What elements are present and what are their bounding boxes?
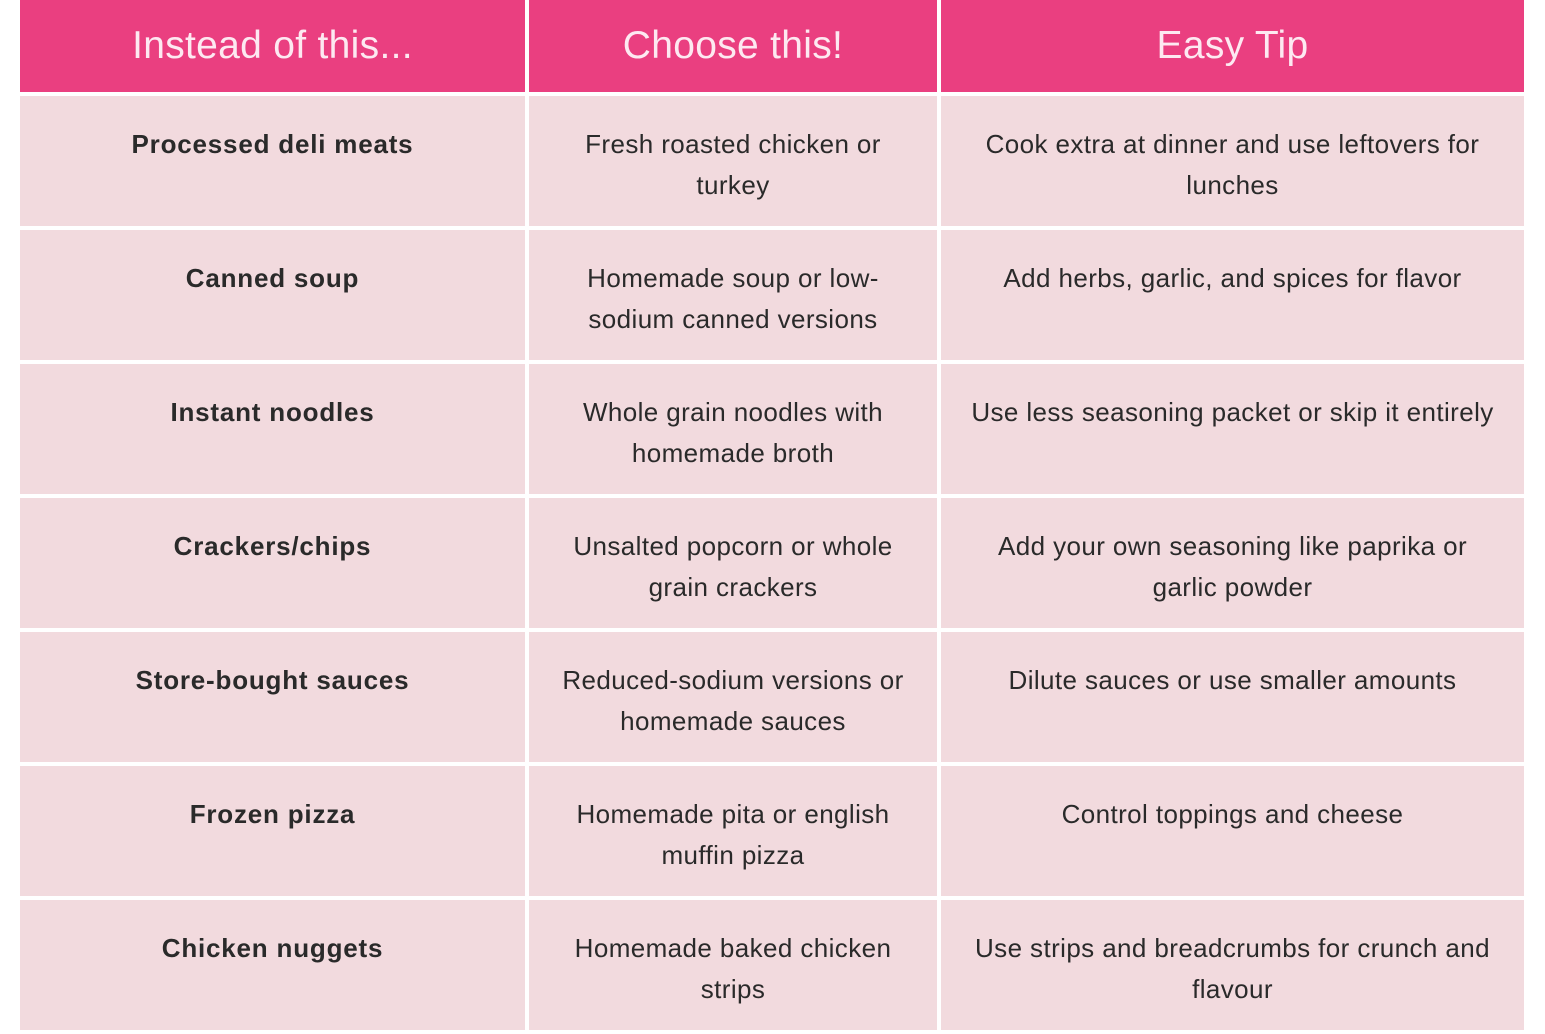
choose-cell: Homemade baked chicken strips [529,900,941,1034]
tip-cell: Use strips and breadcrumbs for crunch and flavour [941,900,1524,1034]
choose-cell: Whole grain noodles with homemade broth [529,364,941,498]
instead-cell: Store-bought sauces [20,632,529,766]
header-choose: Choose this! [529,0,941,96]
instead-cell: Chicken nuggets [20,900,529,1034]
choose-cell: Homemade soup or low-sodium canned versions [529,230,941,364]
tip-cell: Control toppings and cheese [941,766,1524,900]
instead-cell: Crackers/chips [20,498,529,632]
food-swap-table [20,0,1524,1034]
tip-cell: Dilute sauces or use smaller amounts [941,632,1524,766]
instead-cell: Instant noodles [20,364,529,498]
table-row [20,498,1524,632]
instead-cell: Canned soup [20,230,529,364]
choose-cell: Reduced-sodium versions or homemade sauces [529,632,941,766]
header-instead: Instead of this... [20,0,529,96]
tip-cell: Add your own seasoning like paprika or garlic powder [941,498,1524,632]
table-row [20,96,1524,230]
choose-cell: Homemade pita or english muffin pizza [529,766,941,900]
table-row [20,766,1524,900]
tip-cell: Use less seasoning packet or skip it entirely [941,364,1524,498]
table-row [20,900,1524,1034]
tip-cell: Add herbs, garlic, and spices for flavor [941,230,1524,364]
instead-cell: Processed deli meats [20,96,529,230]
header-tip: Easy Tip [941,0,1524,96]
table-header-row [20,0,1524,96]
table-row [20,364,1524,498]
tip-cell: Cook extra at dinner and use leftovers for lunches [941,96,1524,230]
choose-cell: Fresh roasted chicken or turkey [529,96,941,230]
table-row [20,632,1524,766]
choose-cell: Unsalted popcorn or whole grain crackers [529,498,941,632]
instead-cell: Frozen pizza [20,766,529,900]
table-row [20,230,1524,364]
